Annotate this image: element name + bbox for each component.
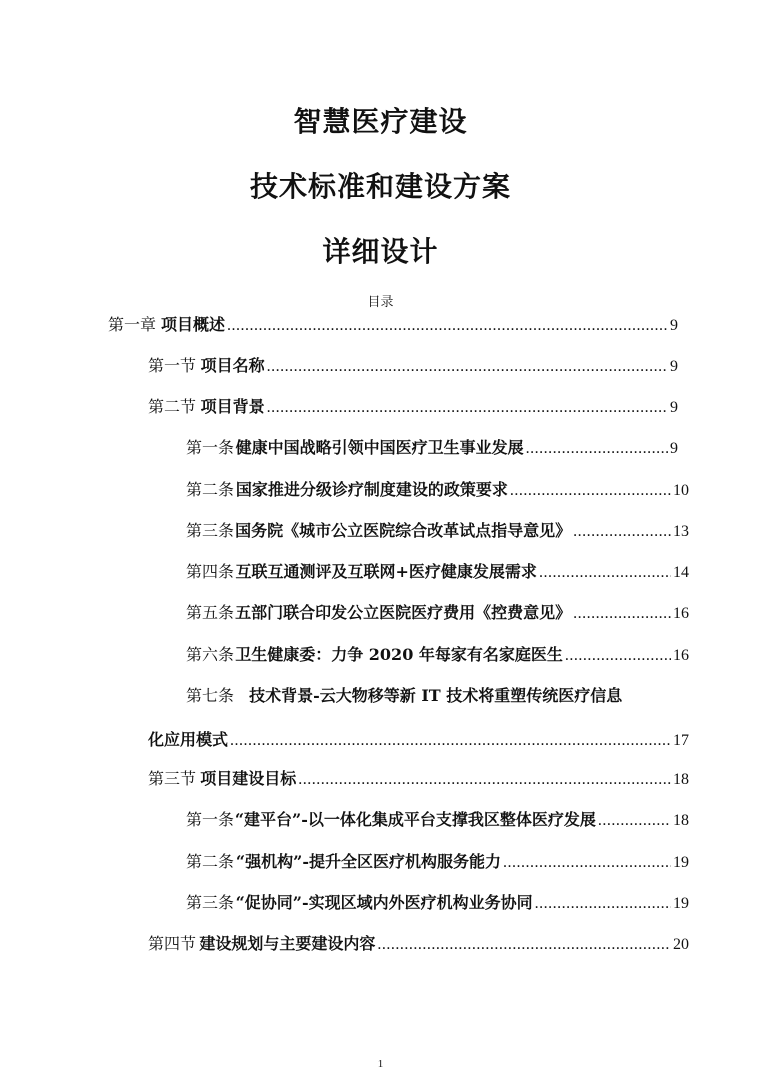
toc-entry[interactable] <box>186 560 689 584</box>
toc-entry-prefix: 第二条 <box>186 480 235 499</box>
toc-entry-continuation[interactable] <box>148 728 689 752</box>
toc-leader-dots <box>267 396 668 420</box>
toc-entry-page: 13 <box>673 523 689 540</box>
toc-entry[interactable] <box>186 601 689 625</box>
toc-entry-page: 16 <box>673 647 689 664</box>
toc-leader-dots <box>573 520 671 544</box>
toc-entry-prefix: 第五条 <box>186 603 235 622</box>
toc-entry[interactable] <box>148 767 689 791</box>
toc-entry-prefix: 第三节 <box>148 769 197 788</box>
toc-entry-prefix: 第一章 <box>108 315 157 334</box>
toc-entry-prefix: 第四节 <box>148 934 197 953</box>
document-title-line-3: 详细设计 <box>322 235 439 268</box>
toc-leader-dots <box>503 851 671 875</box>
toc-leader-dots <box>535 892 671 916</box>
document-title-line-2: 技术标准和建设方案 <box>249 170 511 203</box>
toc-entry-page: 17 <box>673 732 689 749</box>
toc-entry[interactable] <box>186 891 689 915</box>
toc-entry-title: “强机构”-提升全区医疗机构服务能力 <box>235 852 501 871</box>
toc-leader-dots <box>230 729 671 753</box>
toc-entry-title: 技术背景-云大物移等新 IT 技术将重塑传统医疗信息 <box>249 686 623 705</box>
toc-entry-title: 健康中国战略引领中国医疗卫生事业发展 <box>235 438 524 457</box>
toc-entry-title: “建平台”-以一体化集成平台支撑我区整体医疗发展 <box>234 810 596 829</box>
toc-entry[interactable] <box>186 519 689 543</box>
toc-entry-title: “促协同”-实现区域内外医疗机构业务协同 <box>235 893 533 912</box>
toc-entry-title: 项目建设目标 <box>200 769 297 788</box>
toc-entry[interactable] <box>186 643 689 667</box>
toc-entry-prefix: 第三条 <box>186 893 235 912</box>
page-number: 1 <box>377 1058 384 1070</box>
toc-leader-dots <box>573 602 671 626</box>
toc-entry-title: 建设规划与主要建设内容 <box>199 934 376 953</box>
toc-entry-prefix: 第六条 <box>186 645 235 664</box>
toc-entry-title: 项目背景 <box>200 397 265 416</box>
toc-entry-page: 10 <box>673 482 689 499</box>
toc-heading: 目录 <box>367 295 394 310</box>
toc-entry-title: 互联互通测评及互联网+医疗健康发展需求 <box>235 562 537 581</box>
toc-entry-page: 19 <box>673 895 689 912</box>
toc-entry[interactable] <box>108 313 678 337</box>
document-title-line-1: 智慧医疗建设 <box>293 105 468 138</box>
toc-leader-dots <box>377 933 671 957</box>
toc-entry-title-continuation: 化应用模式 <box>148 730 229 749</box>
toc-entry-prefix: 第三条 <box>186 521 235 540</box>
toc-entry-page: 9 <box>670 358 678 375</box>
toc-leader-dots <box>565 644 671 668</box>
toc-entry[interactable] <box>186 436 678 460</box>
toc-entry[interactable] <box>186 850 689 874</box>
toc-entry-page: 20 <box>673 936 689 953</box>
toc-entry-title: 国务院《城市公立医院综合改革试点指导意见》 <box>235 521 572 540</box>
toc-leader-dots <box>227 314 668 338</box>
toc-leader-dots <box>539 561 671 585</box>
toc-entry[interactable] <box>148 932 689 956</box>
toc-entry[interactable] <box>186 808 689 832</box>
toc-entry-prefix: 第二节 <box>148 397 197 416</box>
toc-entry-page: 9 <box>670 399 678 416</box>
toc-leader-dots <box>510 479 671 503</box>
toc-leader-dots <box>526 437 668 461</box>
toc-entry-page: 14 <box>673 564 689 581</box>
toc-entry-title: 五部门联合印发公立医院医疗费用《控费意见》 <box>235 603 572 622</box>
toc-entry-page: 9 <box>670 317 678 334</box>
toc-entry[interactable] <box>186 684 622 708</box>
toc-entry-title: 卫生健康委：力争 2020 年每家有名家庭医生 <box>235 645 563 664</box>
toc-entry-prefix: 第二条 <box>186 852 235 871</box>
toc-entry[interactable] <box>148 395 678 419</box>
toc-entry-page: 18 <box>673 771 689 788</box>
toc-entry-prefix: 第一条 <box>186 810 235 829</box>
toc-entry-prefix: 第一节 <box>148 356 197 375</box>
toc-entry[interactable] <box>148 354 678 378</box>
toc-entry-page: 19 <box>673 854 689 871</box>
toc-entry-page: 18 <box>673 812 689 829</box>
toc-entry-page: 9 <box>670 440 678 457</box>
toc-leader-dots <box>598 809 671 833</box>
toc-entry-page: 16 <box>673 605 689 622</box>
toc-entry-title: 国家推进分级诊疗制度建设的政策要求 <box>235 480 508 499</box>
toc-entry-title: 项目名称 <box>200 356 265 375</box>
toc-entry-prefix: 第四条 <box>186 562 235 581</box>
toc-leader-dots <box>298 768 671 792</box>
toc-entry[interactable] <box>186 478 689 502</box>
toc-entry-title: 项目概述 <box>161 315 226 334</box>
toc-entry-prefix: 第七条 <box>186 686 235 705</box>
toc-leader-dots <box>267 355 668 379</box>
toc-entry-prefix: 第一条 <box>186 438 235 457</box>
